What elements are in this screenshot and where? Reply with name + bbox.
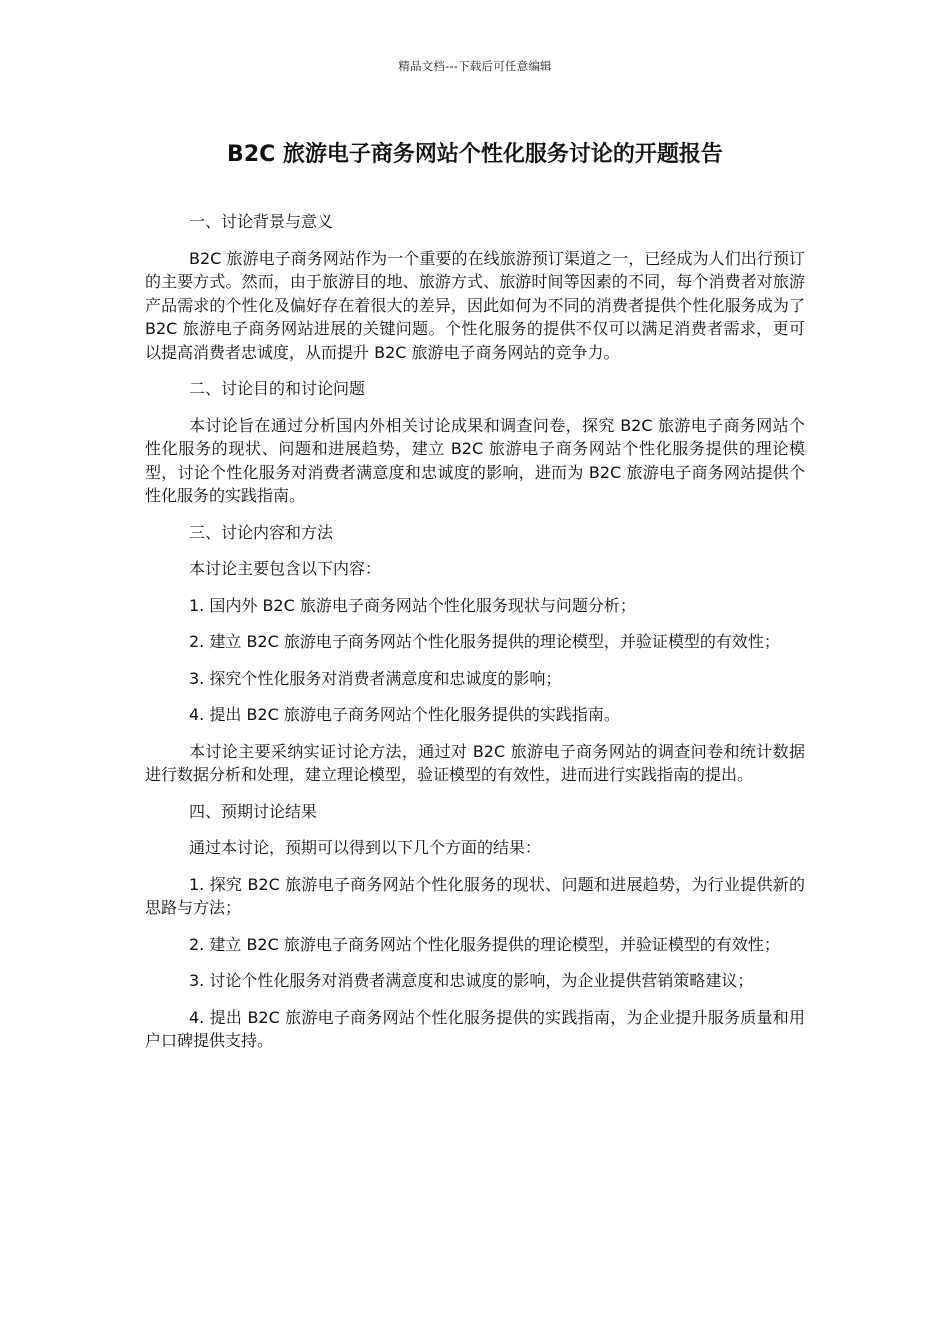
list-item-content-4: 4. 提出 B2C 旅游电子商务网站个性化服务提供的实践指南。 [189, 705, 620, 724]
list-item-content-1: 1. 国内外 B2C 旅游电子商务网站个性化服务现状与问题分析； [189, 595, 636, 615]
list-item-content-2: 2. 建立 B2C 旅游电子商务网站个性化服务提供的理论模型，并验证模型的有效性； [189, 632, 780, 651]
document-body [145, 210, 805, 1066]
list-item-result-2: 2. 建立 B2C 旅游电子商务网站个性化服务提供的理论模型，并验证模型的有效性； [189, 934, 780, 954]
paragraph-method: 本讨论主要采纳实证讨论方法，通过对 B2C 旅游电子商务网站的调查问卷和统计数据进行数据分析和处理，建立理论模型，验证模型的有效性，进而进行实践指南的提出。 [145, 741, 805, 784]
list-item-result-1: 1. 探究 B2C 旅游电子商务网站个性化服务的现状、问题和进展趋势，为行业提供新的思路与方法； [145, 874, 805, 917]
document-title: B2C 旅游电子商务网站个性化服务讨论的开题报告 [227, 142, 723, 167]
section-heading-content-method: 三、讨论内容和方法 [189, 522, 334, 542]
list-item-content-3: 3. 探究个性化服务对消费者满意度和忠诚度的影响； [189, 668, 562, 688]
section-heading-background: 一、讨论背景与意义 [189, 212, 334, 231]
section-heading-purpose: 二、讨论目的和讨论问题 [189, 379, 366, 398]
list-item-result-4: 4. 提出 B2C 旅游电子商务网站个性化服务提供的实践指南，为企业提升服务质量和用户口碑提供支持。 [145, 1007, 805, 1050]
paragraph-results-intro: 通过本讨论，预期可以得到以下几个方面的结果： [189, 838, 542, 857]
list-item-result-3: 3. 讨论个性化服务对消费者满意度和忠诚度的影响，为企业提供营销策略建议； [189, 971, 754, 990]
section-heading-expected-results: 四、预期讨论结果 [189, 801, 318, 821]
paragraph-purpose: 本讨论旨在通过分析国内外相关讨论成果和调查问卷，探究 B2C 旅游电子商务网站个性化服务的现状、问题和进展趋势，建立 B2C 旅游电子商务网站个性化服务提供的理论模型，讨论个性化服务对消费者满意度和忠诚度的影响，进而为 B2C 旅游电子商务网站提供个性化服务的实践指南。 [145, 415, 805, 505]
paragraph-background: B2C 旅游电子商务网站作为一个重要的在线旅游预订渠道之一，已经成为人们出行预订的主要方式。然而，由于旅游目的地、旅游方式、旅游时间等因素的不同，每个消费者对旅游产品需求的个性化及偏好存在着很大的差异，因此如何为不同的消费者提供个性化服务成为了 B2C 旅游电子商务网站进展的关键问题。个性化服务的提供不仅可以满足消费者需求，更可以提高消费者忠诚度，从而提升 B2C 旅游电子商务网站的竞争力。 [145, 248, 805, 362]
paragraph-content-intro: 本讨论主要包含以下内容： [189, 559, 382, 578]
header-note: 精品文档---下载后可任意编辑 [398, 59, 552, 73]
